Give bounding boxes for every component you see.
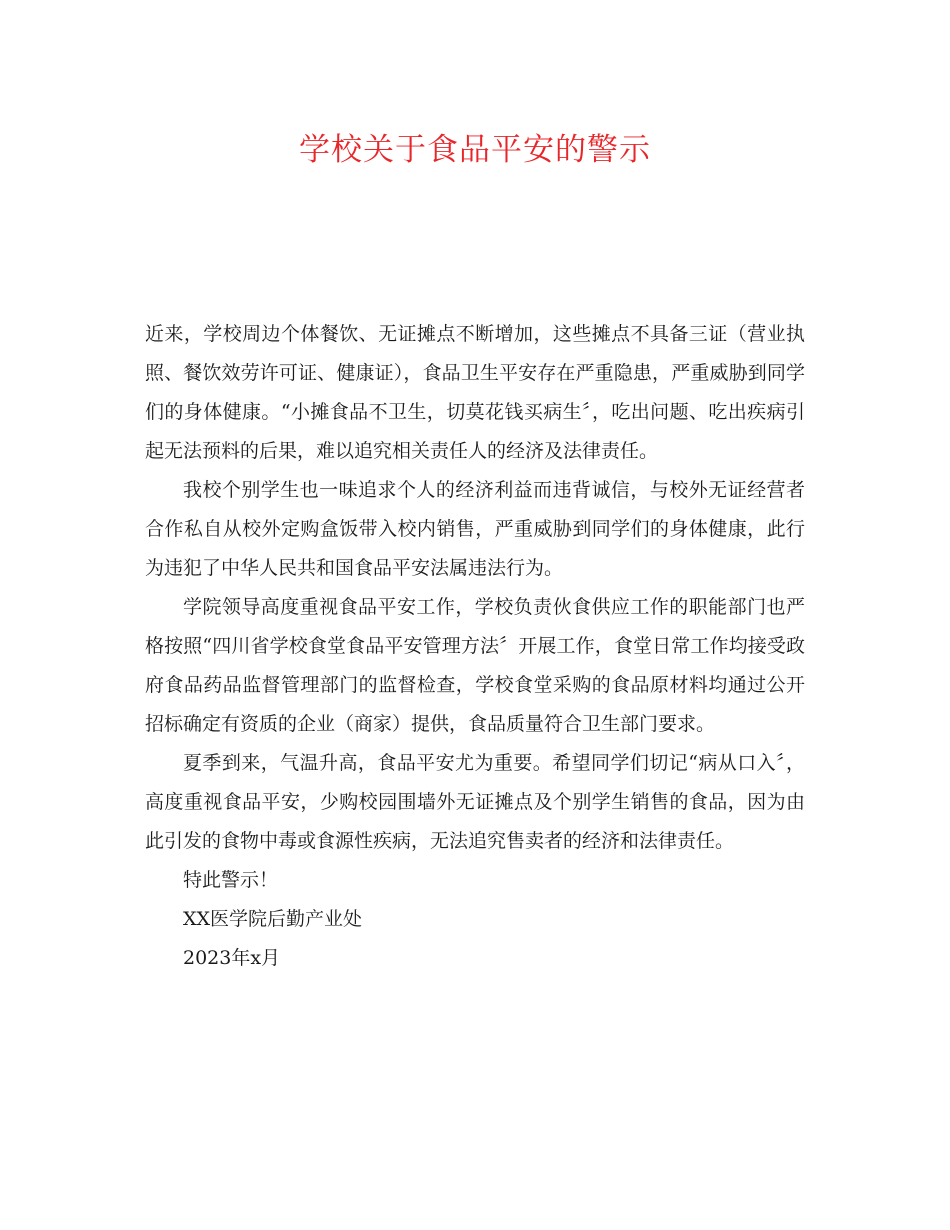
paragraph-4: 夏季到来，气温升高，食品平安尤为重要。希望同学们切记“病从口入〞，高度重视食品平安，少购校园围墙外无证摊点及个别学生销售的食品，因为由此引发的食物中毒或食源性疾病，无法追究售卖者的经济和法律责任。 [145, 752, 805, 852]
signature: XX医学院后勤产业处 [183, 908, 363, 930]
date: 2023年x月 [183, 947, 281, 969]
paragraph-2: 我校个别学生也一味追求个人的经济利益而违背诚信，与校外无证经营者合作私自从校外定购盒饭带入校内销售，严重威胁到同学们的身体健康，此行为违犯了中华人民共和国食品平安法属违法行为。 [145, 479, 805, 579]
closing-line: 特此警示！ [183, 869, 279, 891]
document-title: 学校关于食品平安的警示 [299, 132, 651, 168]
paragraph-1: 近来，学校周边个体餐饮、无证摊点不断增加，这些摊点不具备三证（营业执照、餐饮效劳许可证、健康证），食品卫生平安存在严重隐患，严重威胁到同学们的身体健康。“小摊食品不卫生，切莫花钱买病生〞，吃出问题、吃出疾病引起无法预料的后果，难以追究相关责任人的经济及法律责任。 [145, 323, 805, 462]
paragraph-3: 学院领导高度重视食品平安工作，学校负责伙食供应工作的职能部门也严格按照“四川省学校食堂食品平安管理方法〞开展工作，食堂日常工作均接受政府食品药品监督管理部门的监督检查，学校食堂采购的食品原材料均通过公开招标确定有资质的企业（商家）提供，食品质量符合卫生部门要求。 [145, 596, 805, 735]
document-body [145, 315, 805, 978]
